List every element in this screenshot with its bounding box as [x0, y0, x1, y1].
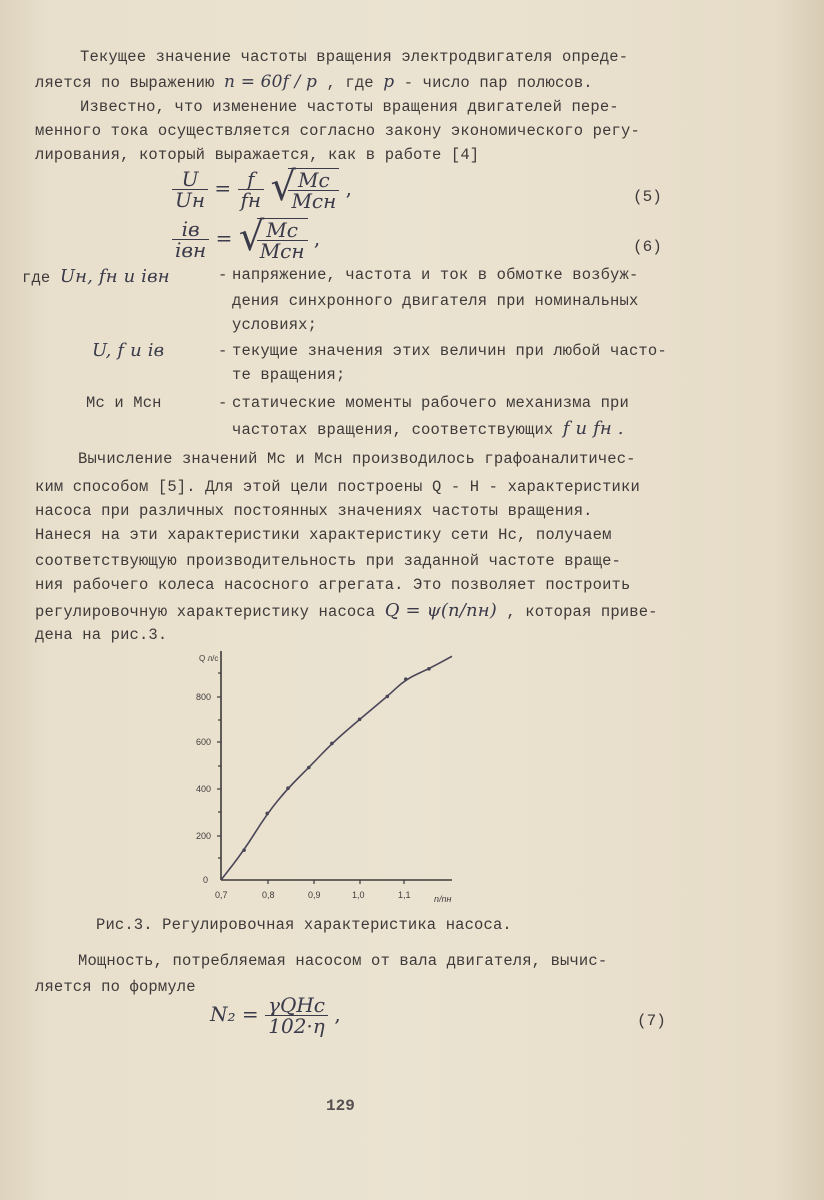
fraction — [238, 169, 265, 210]
equation-number: (5) — [633, 188, 662, 206]
math-variable: p — [383, 72, 395, 92]
equation-6: $\frac{iв}{\text{iвн}}$ = √ $\frac{Mс}{\text{Mсн}}$ , — [172, 218, 320, 261]
math-symbols: Uн, fн и iвн — [59, 266, 170, 287]
y-tick-label: 800 — [196, 692, 212, 702]
definition-text: те вращения; — [232, 366, 346, 384]
definition-text: текущие значения этих величин при любой часто- — [232, 342, 667, 360]
text-fragment: где — [22, 269, 51, 287]
text-fragment: ляется по выражению — [35, 74, 215, 92]
numerator: f — [238, 169, 265, 190]
x-tick-label: 0,7 — [215, 890, 228, 900]
regulation-formula: Q = ψ(n/nн) — [384, 600, 497, 621]
text-fragment: , где — [326, 74, 374, 92]
equation-number: (7) — [637, 1012, 666, 1030]
x-tick-label: 1,1 — [398, 890, 411, 900]
denominator: 102·η — [268, 1014, 325, 1038]
y-tick-label: 400 — [196, 784, 212, 794]
text-line: Мощность, потребляемая насосом от вала двигателя, вычис- — [78, 952, 608, 970]
data-line — [221, 656, 452, 880]
definition-text: статические моменты рабочего механизма при — [232, 394, 629, 412]
fraction — [288, 170, 339, 211]
fraction — [172, 219, 209, 260]
equation-5: $\frac{U}{Uн}$ = $\frac{f}{fн}$ √ $\frac{Mс}{\text{Mсн}}$ , — [172, 168, 352, 211]
text-line: менного тока осуществляется согласно закону экономического регу- — [35, 122, 640, 140]
figure-caption: Рис.3. Регулировочная характеристика насоса. — [96, 916, 512, 934]
text-line: дена на рис.3. — [35, 626, 168, 644]
data-point — [404, 677, 408, 681]
text-line: Нанеся на эти характеристики характеристику сети Hс, получаем — [35, 526, 612, 544]
data-point — [386, 695, 390, 699]
numerator: Mс — [257, 220, 308, 241]
definition-text: дения синхронного двигателя при номинальных — [232, 292, 639, 310]
definition-dash: - — [218, 266, 228, 284]
data-point — [286, 786, 290, 790]
text-line: насоса при различных постоянных значениях частоты вращения. — [35, 502, 593, 520]
denominator: Uн — [175, 188, 206, 212]
math-symbols: f и fн . — [562, 418, 624, 439]
text-fragment: регулировочную характеристику насоса — [35, 603, 376, 621]
text-line: ния рабочего колеса насосного агрегата. Это позволяет построить — [35, 576, 631, 594]
y-tick-label: 0 — [203, 875, 209, 885]
text-line: соответствующую производительность при заданной частоте враще- — [35, 552, 621, 570]
text-fragment: - число пар полюсов. — [403, 74, 593, 92]
definition-symbol: Mс и Mсн — [86, 394, 162, 412]
text-line: ляется по формуле — [35, 978, 196, 996]
square-root: √ $\frac{Mс}{\text{Mсн}}$ — [239, 218, 308, 261]
square-root: √ $\frac{Mс}{\text{Mсн}}$ — [270, 168, 339, 211]
text-line — [35, 600, 658, 621]
text-line — [35, 72, 593, 92]
data-point — [265, 812, 269, 816]
fraction — [257, 220, 308, 261]
denominator: fн — [240, 188, 262, 212]
data-markers — [242, 667, 430, 852]
numerator: iв — [172, 219, 209, 240]
y-tick-label: 200 — [196, 831, 212, 841]
text-line: Известно, что изменение частоты вращения двигателей пере- — [80, 98, 619, 116]
x-tick-label: 0,8 — [262, 890, 275, 900]
x-tick-label: 1,0 — [352, 890, 365, 900]
text-fragment: , которая приве- — [506, 603, 658, 621]
rpm-formula: n = 60f / p — [224, 72, 318, 92]
denominator: iвн — [175, 238, 207, 262]
data-point — [242, 848, 246, 852]
text-line: лирования, который выражается, как в работе [4] — [35, 146, 480, 164]
equation-lhs: N₂ — [210, 1002, 236, 1026]
definition-text — [232, 418, 624, 439]
numerator: Mс — [288, 170, 339, 191]
data-point — [307, 766, 311, 770]
text-fragment: частотах вращения, соответствующих — [232, 421, 554, 439]
definition-symbol — [22, 266, 170, 287]
text-line: Текущее значение частоты вращения электродвигателя опреде- — [80, 48, 629, 66]
definition-text: напряжение, частота и ток в обмотке возбуж- — [232, 266, 639, 284]
definition-dash: - — [218, 394, 228, 412]
numerator: γQHс — [265, 995, 328, 1016]
fraction — [172, 169, 208, 210]
y-axis-label: Q л/с — [199, 654, 219, 663]
equation-number: (6) — [633, 238, 662, 256]
text-line: ким способом [5]. Для этой цели построены Q - H - характеристики — [35, 478, 640, 496]
text-line: Вычисление значений Mс и Mсн производилось графоаналитичес- — [78, 450, 636, 468]
data-point — [427, 667, 431, 671]
definition-text: условиях; — [232, 316, 318, 334]
definition-symbol: U, f и iв — [92, 340, 165, 361]
definition-dash: - — [218, 342, 228, 360]
x-tick-label: 0,9 — [308, 890, 321, 900]
equation-7: N₂ = $\frac{\text{γQHс}}{102\cdot\eta}$ , — [210, 993, 341, 1038]
denominator: Mсн — [259, 239, 305, 263]
data-point — [358, 718, 362, 722]
fraction — [265, 995, 328, 1036]
x-axis-label: n/nн — [434, 894, 452, 904]
pump-regulation-chart — [190, 640, 470, 920]
y-tick-label: 600 — [196, 737, 212, 747]
data-point — [330, 742, 334, 746]
numerator: U — [172, 169, 208, 190]
denominator: Mсн — [291, 189, 337, 213]
page-number: 129 — [326, 1097, 355, 1115]
